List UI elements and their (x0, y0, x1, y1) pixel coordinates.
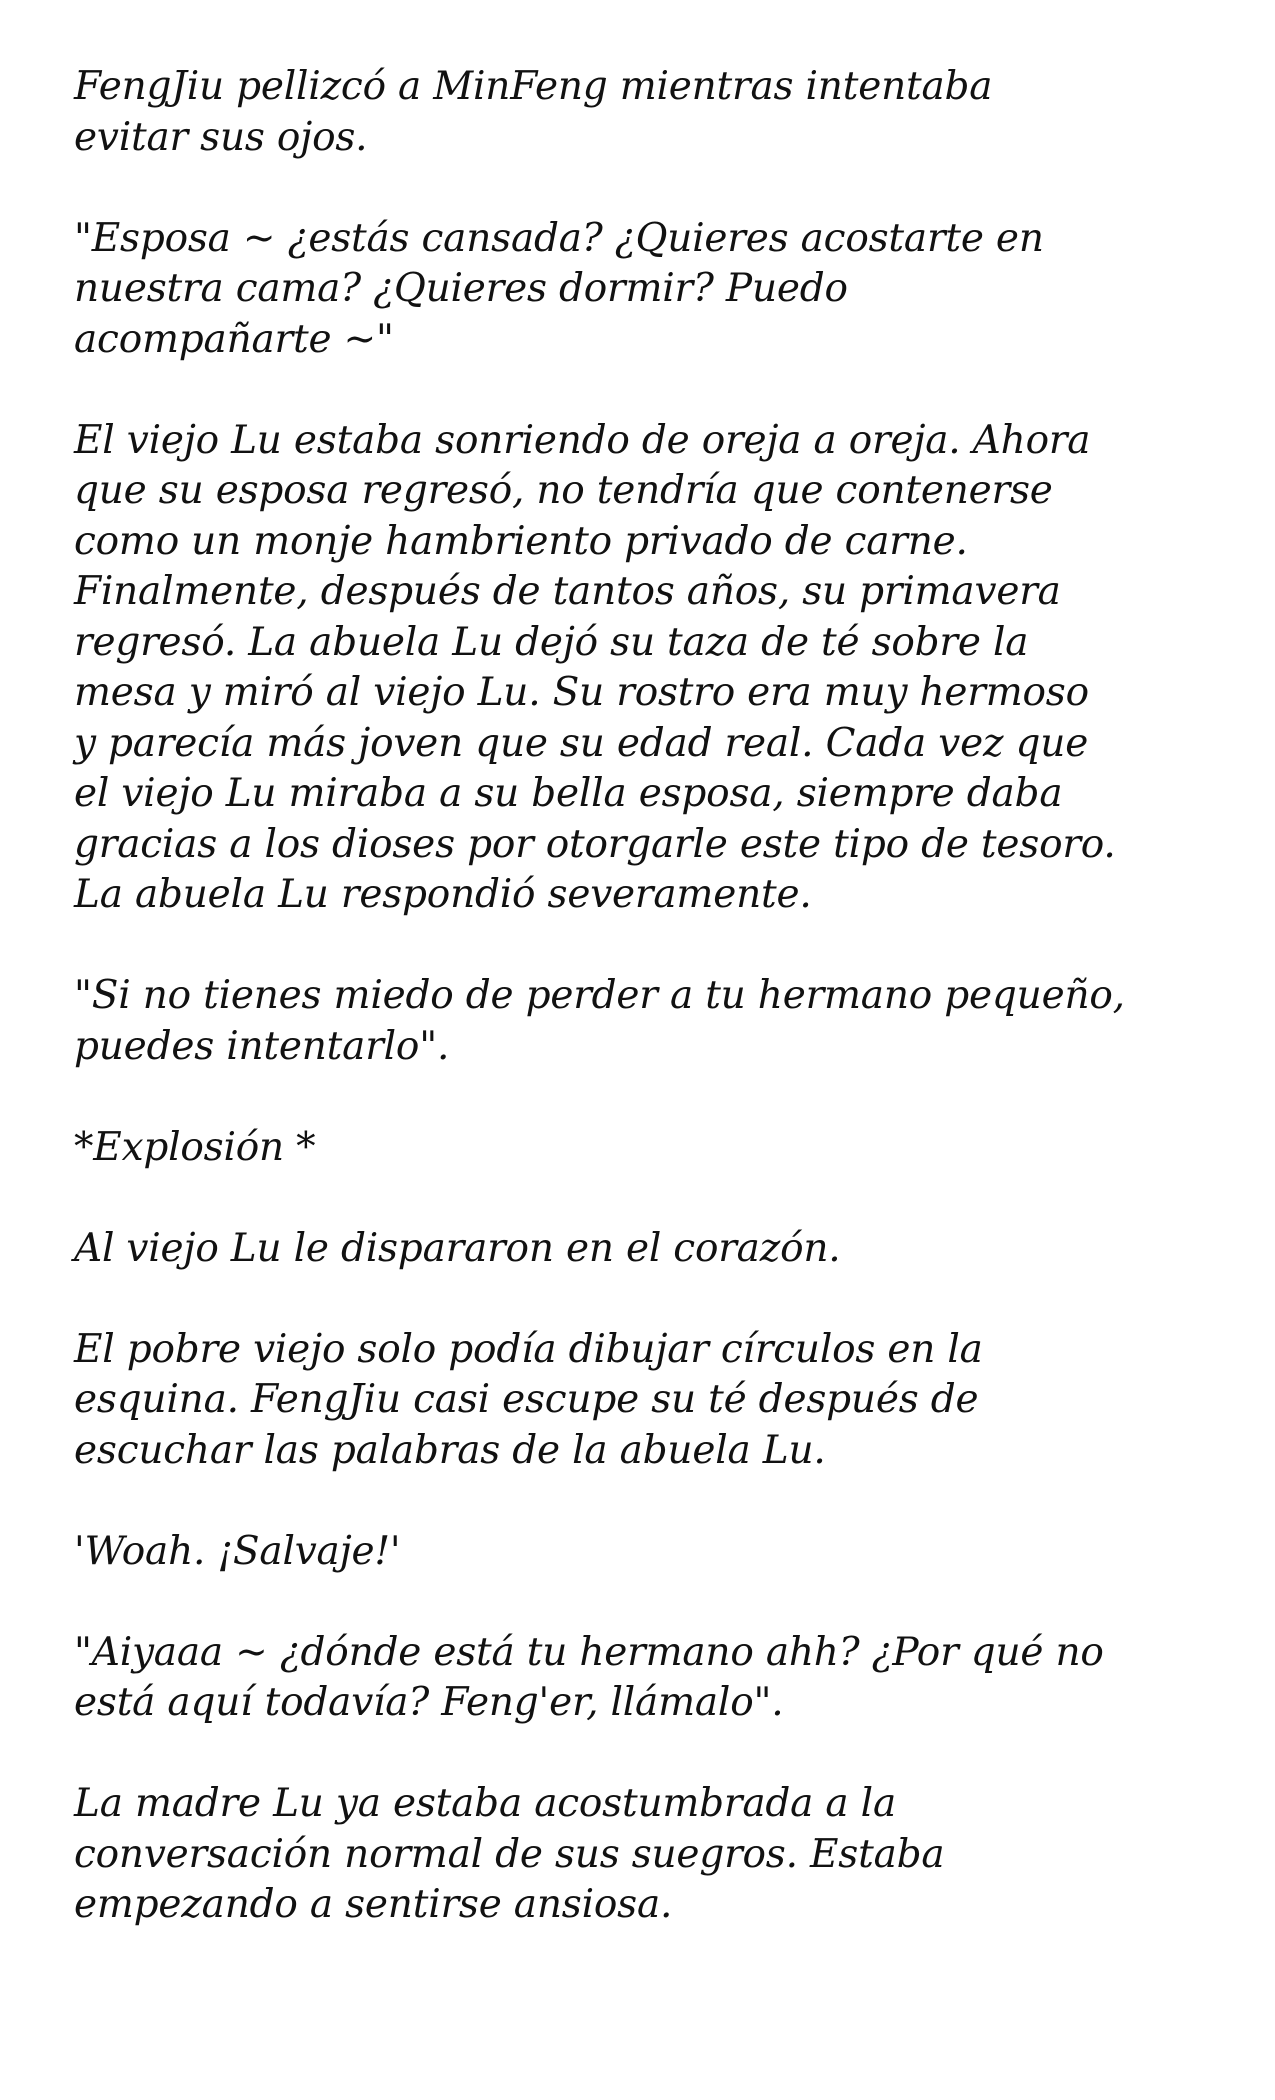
paragraph: "Aiyaaa ~ ¿dónde está tu hermano ahh? ¿Por qué no está aquí todavía? Feng'er, llámalo". (74, 1629, 1104, 1725)
document-body (74, 62, 1214, 1931)
paragraph: *Explosión * (74, 1124, 316, 1170)
paragraph: El pobre viejo solo podía dibujar círculos en la esquina. FengJiu casi escupe su té después de escuchar las palabras de la abuela Lu. (74, 1326, 983, 1473)
paragraph: El viejo Lu estaba sonriendo de oreja a oreja. Ahora que su esposa regresó, no tendría que contenerse como un monje hambriento privado de carne. Finalmente, después de tantos años, su primavera regresó. La abuela Lu dejó su taza de té sobre la mesa y miró al viejo Lu. Su rostro era muy hermoso y parecía más joven que su edad real. Cada vez que el viejo Lu miraba a su bella esposa, siempre daba gracias a los dioses por otorgarle este tipo de tesoro. La abuela Lu respondió severamente. (74, 417, 1116, 917)
paragraph: 'Woah. ¡Salvaje!' (74, 1528, 401, 1574)
paragraph: Al viejo Lu le dispararon en el corazón. (74, 1225, 841, 1271)
paragraph: "Esposa ~ ¿estás cansada? ¿Quieres acostarte en nuestra cama? ¿Quieres dormir? Puedo acompañarte ~" (74, 215, 1044, 362)
paragraph: FengJiu pellizcó a MinFeng mientras intentaba evitar sus ojos. (74, 64, 993, 160)
paragraph: "Si no tienes miedo de perder a tu hermano pequeño, puedes intentarlo". (74, 973, 1125, 1069)
paragraph: La madre Lu ya estaba acostumbrada a la conversación normal de sus suegros. Estaba empezando a sentirse ansiosa. (74, 1781, 945, 1927)
